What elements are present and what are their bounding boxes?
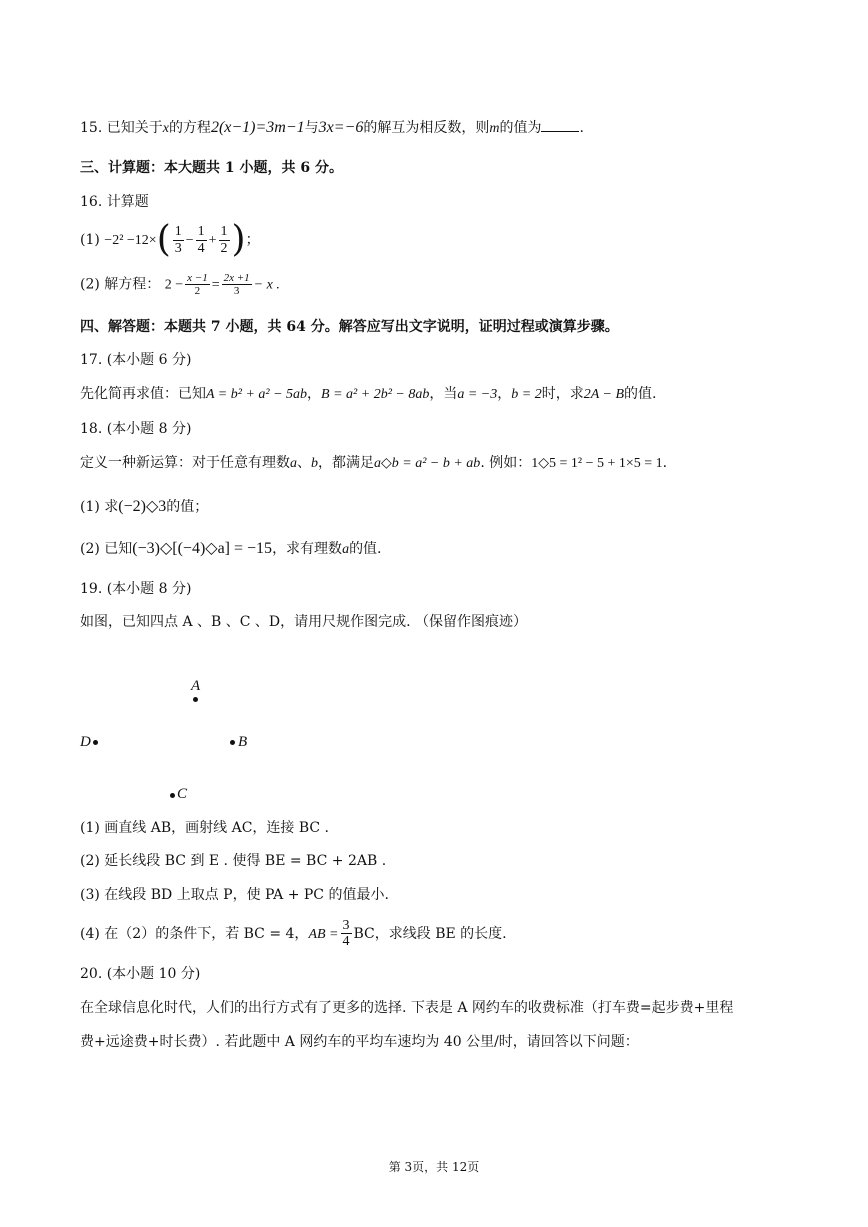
- q18-p2-text: (2) 已知: [80, 541, 133, 557]
- q18-text: 定义一种新运算：对于任意有理数: [80, 455, 290, 471]
- q19-p4-text: (4) 在（2）的条件下，若 BC = 4，: [80, 925, 309, 942]
- point-a-label: A: [191, 678, 201, 694]
- denominator: 3: [233, 285, 240, 298]
- separator: ，: [497, 386, 512, 402]
- q19-part-3: (3) 在线段 BD 上取点 P，使 PA + PC 的值最小.: [80, 887, 389, 903]
- denominator: 4: [197, 240, 205, 256]
- q20-title: 20. (本小题 10 分): [80, 966, 201, 982]
- q16-p2-end: − x .: [253, 277, 280, 293]
- q19-intro: 如图，已知四点 A 、B 、C 、D，请用尺规作图完成. （保留作图痕迹）: [80, 614, 528, 630]
- q18-part-1: [80, 497, 208, 516]
- fraction: [222, 272, 252, 297]
- separator: 、: [297, 455, 311, 471]
- q17-text: ，当: [429, 386, 458, 402]
- period: .: [662, 455, 668, 471]
- numerator: x −1: [187, 272, 208, 284]
- q18-p1-expr: (−2)◇3: [118, 498, 167, 515]
- q18-part-2: [80, 539, 382, 559]
- point-d-dot: [93, 740, 98, 745]
- right-paren: ): [231, 219, 246, 260]
- numerator: 2x +1: [223, 272, 250, 284]
- q17-text: 先化简再求值：已知: [80, 386, 206, 402]
- numerator: 3: [342, 918, 350, 933]
- q16-p2-expression: 2 −: [164, 277, 184, 293]
- q15-equation-1: 2(x−1)=3m−1: [210, 119, 305, 136]
- q18-definition: [80, 455, 667, 473]
- q15-text: 的值为: [499, 120, 542, 136]
- page-footer: 第 3页，共 12页: [388, 1160, 480, 1174]
- point-b-label: B: [238, 734, 248, 750]
- q18-p2-expr: (−3)◇[(−4)◇a] = −15: [132, 540, 273, 557]
- q15-answer-blank[interactable]: [541, 119, 579, 132]
- q18-example: 1◇5 = 1² − 5 + 1×5 = 1: [531, 456, 663, 471]
- point-a-dot: [193, 697, 198, 702]
- section-4-heading: 四、解答题：本题共 7 小题，共 64 分。解答应写出文字说明，证明过程或演算步骤。: [80, 319, 619, 335]
- q17-expr-b: B = a² + 2b² − 8ab: [321, 387, 430, 402]
- q19-part-2: (2) 延长线段 BC 到 E . 使得 BE = BC + 2AB .: [80, 853, 387, 869]
- fraction: [173, 224, 184, 256]
- q18-p2-text: 的值.: [349, 541, 382, 557]
- q17-title: 17. (本小题 6 分): [80, 352, 192, 368]
- q19-p4-ab: AB =: [308, 926, 339, 942]
- q15-text: 15. 已知关于: [80, 120, 163, 136]
- q18-operation-def: a◇b = a² − b + ab: [374, 456, 481, 471]
- q15-text: 的方程: [168, 120, 211, 136]
- q18-p2-text: ，求有理数: [272, 541, 343, 557]
- denominator: 2: [194, 285, 201, 298]
- q18-title: 18. (本小题 8 分): [80, 421, 192, 437]
- q15-equation-2: 3x=−6: [318, 119, 364, 136]
- denominator: 2: [220, 240, 228, 256]
- q17-text: 的值.: [624, 386, 657, 402]
- q19-title: 19. (本小题 8 分): [80, 581, 192, 597]
- q17-target: 2A − B: [583, 387, 625, 402]
- q19-p4-text: BC，求线段 BE 的长度.: [353, 925, 507, 942]
- point-c-label: C: [177, 786, 188, 802]
- fraction: [185, 272, 210, 297]
- q15-text: 与: [304, 120, 319, 136]
- q19-part-1: (1) 画直线 AB，画射线 AC，连接 BC .: [80, 820, 330, 836]
- fraction: [219, 224, 230, 256]
- q16-p1-expression: −2² −12×: [104, 233, 157, 248]
- q18-text: . 例如：: [480, 455, 532, 471]
- numerator: 1: [174, 224, 182, 240]
- equals-sign: =: [211, 277, 220, 293]
- q18-p1-text: 的值；: [166, 499, 209, 515]
- q18-p2-var: a: [342, 542, 350, 557]
- fraction: [196, 224, 207, 256]
- q16-p1-label: (1): [80, 232, 100, 248]
- q17-body: [80, 386, 656, 404]
- point-c-dot: [170, 793, 175, 798]
- q16-title: 16. 计算题: [80, 194, 149, 210]
- q20-line-2: 费+远途费+时长费）. 若此题中 A 网约车的平均车速均为 40 公里/时，请回答以下问题：: [80, 1034, 639, 1050]
- q16-p2-label: (2) 解方程：: [80, 276, 161, 293]
- q17-text: 时，求: [541, 386, 584, 402]
- denominator: 4: [342, 934, 350, 950]
- q15-line: [80, 118, 584, 138]
- separator: ，: [307, 386, 322, 402]
- q18-p1-text: (1) 求: [80, 499, 119, 515]
- q16-part-2: [80, 272, 280, 297]
- q18-var-a: a: [290, 456, 297, 471]
- q18-text: ，都满足: [318, 455, 374, 471]
- q16-part-1: (1) −2² −12×( $\frac{1}{3}$ − $\frac{1}{4}$ + $\frac{1}{2}$ )；: [80, 219, 260, 260]
- q18-var-b: b: [311, 456, 318, 471]
- q15-period: .: [579, 120, 584, 136]
- q15-text: 的解互为相反数，则: [363, 120, 490, 136]
- q17-expr-a: A = b² + a² − 5ab: [206, 387, 308, 402]
- numerator: 1: [197, 224, 205, 240]
- numerator: 1: [220, 224, 228, 240]
- point-d-label: D: [80, 734, 91, 750]
- point-b-dot: [230, 740, 235, 745]
- q20-line-1: 在全球信息化时代，人们的出行方式有了更多的选择. 下表是 A 网约车的收费标准（打车费=起步费+里程: [80, 1000, 734, 1016]
- q15-var-x: x: [162, 121, 169, 136]
- q15-var-m: m: [489, 121, 500, 136]
- q16-p1-end: ；: [245, 232, 260, 248]
- q19-part-4: [80, 918, 507, 950]
- q17-condition-a: a = −3: [457, 387, 498, 402]
- q17-condition-b: b = 2: [511, 387, 542, 402]
- fraction: [341, 918, 352, 950]
- left-paren: (: [156, 219, 171, 260]
- section-3-heading: 三、计算题：本大题共 1 小题，共 6 分。: [80, 160, 343, 176]
- denominator: 3: [174, 240, 182, 256]
